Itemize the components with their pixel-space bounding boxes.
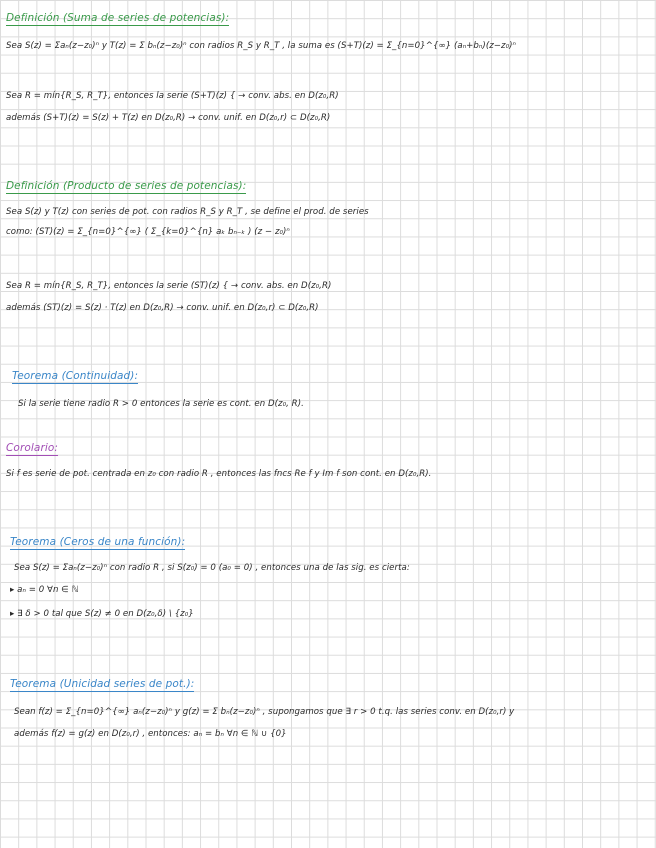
theorem-zeros-text: Sea S(z) = Σaₙ(z−z₀)ⁿ con radio R , si S(z₀) = 0 (a₀ = 0) , entonces una de las sig. es cierta: xyxy=(14,563,410,573)
corollary-block xyxy=(6,442,652,480)
product-properties-block xyxy=(6,280,652,314)
sum-properties-line-2: además (S+T)(z) = S(z) + T(z) en D(z₀,R) → conv. unif. en D(z₀,r) ⊂ D(z₀,R) xyxy=(6,113,331,123)
corollary-title: Corolario: xyxy=(6,442,59,454)
definition-product-block xyxy=(6,180,652,238)
theorem-zeros-item-1: ▸ aₙ = 0 ∀n ∈ ℕ xyxy=(10,585,79,595)
theorem-continuity-text: Si la serie tiene radio R > 0 entonces la serie es cont. en D(z₀, R). xyxy=(18,399,304,409)
definition-product-line-2: como: (ST)(z) = Σ_{n=0}^{∞} ( Σ_{k=0}^{n} aₖ bₙ₋ₖ ) (z − z₀)ⁿ xyxy=(6,227,290,237)
theorem-uniqueness-title: Teorema (Unicidad series de pot.): xyxy=(10,678,195,690)
definition-product-title: Definición (Producto de series de potencias): xyxy=(6,180,247,192)
theorem-zeros-item-2: ▸ ∃ δ > 0 tal que S(z) ≠ 0 en D(z₀,δ) \ {z₀} xyxy=(10,609,194,619)
theorem-continuity-block xyxy=(12,370,656,410)
definition-sum-text: Sea S(z) = Σaₙ(z−z₀)ⁿ y T(z) = Σ bₙ(z−z₀)ⁿ con radios R_S y R_T , la suma es (S+T)(z) = Σ_{n=0}^{∞} (aₙ+bₙ)(z−z₀)ⁿ xyxy=(6,41,516,51)
definition-sum-title: Definición (Suma de series de potencias): xyxy=(6,12,230,24)
theorem-zeros-block xyxy=(10,536,656,620)
theorem-uniqueness-line-1: Sean f(z) = Σ_{n=0}^{∞} aₙ(z−z₀)ⁿ y g(z) = Σ bₙ(z−z₀)ⁿ , supongamos que ∃ r > 0 t.q. las series conv. en D(z₀,r) y xyxy=(14,707,515,717)
definition-product-line-1: Sea S(z) y T(z) con series de pot. con radios R_S y R_T , se define el prod. de series xyxy=(6,207,369,217)
product-properties-line-1: Sea R = mín{R_S, R_T}, entonces la serie (ST)(z) { → conv. abs. en D(z₀,R) xyxy=(6,281,332,291)
sum-properties-line-1: Sea R = mín{R_S, R_T}, entonces la serie (S+T)(z) { → conv. abs. en D(z₀,R) xyxy=(6,91,339,101)
theorem-continuity-title: Teorema (Continuidad): xyxy=(12,370,139,382)
theorem-zeros-title: Teorema (Ceros de una función): xyxy=(10,536,186,548)
product-properties-line-2: además (ST)(z) = S(z) · T(z) en D(z₀,R) → conv. unif. en D(z₀,r) ⊂ D(z₀,R) xyxy=(6,303,319,313)
corollary-text: Si f es serie de pot. centrada en z₀ con radio R , entonces las fncs Re f y Im f son cont. en D(z₀,R). xyxy=(6,469,432,479)
theorem-uniqueness-line-2: además f(z) = g(z) en D(z₀,r) , entonces: aₙ = bₙ ∀n ∈ ℕ ∪ {0} xyxy=(14,729,287,739)
sum-properties-block xyxy=(6,90,652,124)
definition-sum-block xyxy=(6,12,652,52)
theorem-uniqueness-block xyxy=(10,678,656,740)
